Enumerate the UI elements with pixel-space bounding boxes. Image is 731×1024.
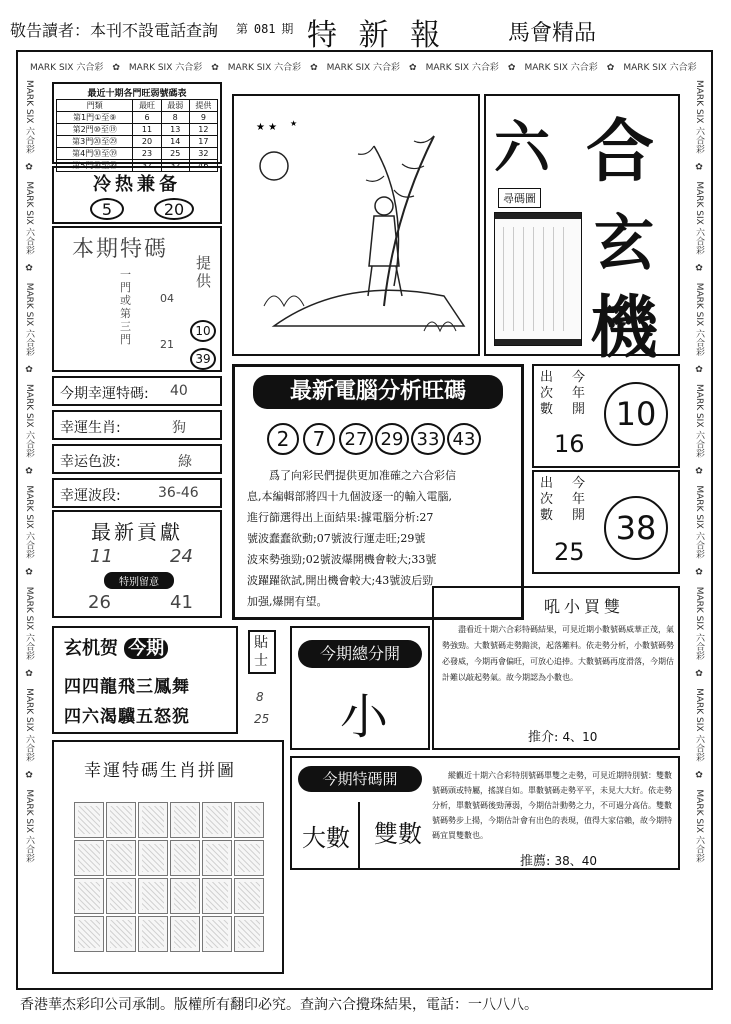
special-code-provide: 提供: [196, 254, 212, 290]
tip-value: 25: [254, 712, 270, 726]
scroll-picture: [494, 212, 582, 346]
contribution-special-number: 26: [88, 592, 111, 613]
puzzle-tile: [74, 878, 104, 914]
watermark-left: MARK SIX 六合彩 ✿ MARK SIX 六合彩 ✿ MARK SIX 六合彩 ✿ MARK SIX 六合彩 ✿ MARK SIX 六合彩 ✿ MARK SIX 六合彩 ✿ MARK SIX 六合彩 ✿ MARK SIX 六合彩: [24, 80, 34, 863]
tip-value: 8: [256, 690, 264, 704]
issue-suffix: 期: [281, 22, 294, 36]
lucky-code-value: 40: [170, 383, 188, 399]
svg-text:★: ★: [290, 119, 298, 128]
computer-ball: 43: [447, 423, 481, 455]
appear-panel-2: [532, 470, 680, 574]
hot-cold-table-panel: [52, 82, 222, 170]
table-row: 第5門㊵至㊾ 37 32 46: [57, 160, 218, 172]
total-panel: [290, 626, 430, 750]
table-row: 第1門①至⑨ 6 8 9: [57, 112, 218, 124]
contribution-panel: [52, 510, 222, 618]
puzzle-tile: [202, 840, 232, 876]
puzzle-tile: [170, 802, 200, 838]
appear-label: 出次數: [540, 370, 554, 417]
computer-text: 爲了向彩民們提供更加准確之六合彩信 息,本編輯部將四十九個波逐一的輸入電腦, 進行篩選得出上面結果:據電腦分析:27 號波蠢蠢欲動;07號波行運走旺;29號 波來勢強勁;02號波爆開機會較大;33號 波躍躍欲試,開出機會較大;43號波后勁 加强,爆開有望。: [247, 469, 456, 608]
contribution-number: 24: [170, 546, 193, 567]
puzzle-tile: [106, 878, 136, 914]
contribution-number: 11: [90, 546, 113, 567]
special-open-divider: [358, 802, 360, 868]
puzzle-tile: [106, 802, 136, 838]
poem-panel: [52, 626, 238, 734]
appear-ball: 38: [604, 496, 668, 560]
lucky-color-value: 綠: [178, 454, 192, 470]
puzzle-tile: [234, 802, 264, 838]
puzzle-tile: [138, 878, 168, 914]
appear-ball: 10: [604, 382, 668, 446]
puzzle-tile: [74, 916, 104, 952]
puzzle-tile: [234, 916, 264, 952]
special-code-col: 04: [160, 292, 174, 305]
watermark-right: MARK SIX 六合彩 ✿ MARK SIX 六合彩 ✿ MARK SIX 六合彩 ✿ MARK SIX 六合彩 ✿ MARK SIX 六合彩 ✿ MARK SIX 六合彩 ✿ MARK SIX 六合彩 ✿ MARK SIX 六合彩: [694, 80, 704, 863]
appear-label: 出次數: [540, 476, 554, 523]
total-value: 小: [340, 689, 389, 745]
small-double-recommend: 推介: 4、10: [528, 730, 598, 745]
special-code-ball: 10: [190, 320, 216, 342]
special-code-panel: [52, 226, 222, 372]
puzzle-tile: [138, 916, 168, 952]
computer-ball: 7: [303, 423, 335, 455]
scholar-illustration: [234, 96, 478, 354]
lucky-band-label: 幸運波段:: [60, 488, 121, 504]
lucky-zodiac-value: 狗: [172, 420, 186, 436]
puzzle-tile: [202, 878, 232, 914]
footer-text: 香港華杰彩印公司承制。版權所有翻印必究。查詢六合攪珠結果，電話：一八八八。: [20, 997, 538, 1013]
table-title: 最近十期各門旺弱號碼表: [87, 89, 187, 99]
computer-ball: 33: [411, 423, 445, 455]
banner-char: 玄: [594, 209, 654, 279]
special-open-recommend: 推薦: 38、40: [520, 854, 598, 869]
poem-line: 四六渴驥五怒猊: [64, 707, 190, 727]
hot-cold-panel: [52, 166, 222, 224]
table-header-row: 門類 最旺 最弱 提供: [57, 100, 218, 112]
issue-block: [236, 20, 293, 37]
computer-ball: 29: [375, 423, 409, 455]
computer-title: 最新電腦分析旺碼: [253, 375, 503, 409]
special-code-ball: 39: [190, 348, 216, 370]
puzzle-tile: [106, 916, 136, 952]
puzzle-panel: [52, 740, 284, 974]
puzzle-tile: [170, 840, 200, 876]
issue-number: 081: [253, 22, 276, 36]
lucky-code-row: [52, 376, 222, 406]
puzzle-tile: [170, 878, 200, 914]
puzzle-tile: [234, 878, 264, 914]
appear-panel-1: [532, 364, 680, 468]
computer-ball: 27: [339, 423, 373, 455]
puzzle-tile: [170, 916, 200, 952]
illustration-panel: [232, 94, 480, 356]
tip-panel: [240, 626, 286, 734]
contribution-title: 最新貢獻: [91, 520, 183, 544]
total-title: 今期總分開: [298, 640, 422, 668]
lucky-band-value: 36-46: [158, 485, 199, 501]
lucky-zodiac-row: [52, 410, 222, 440]
table-row: 第2門⑩至⑲ 11 13 12: [57, 124, 218, 136]
puzzle-tile: [74, 802, 104, 838]
special-code-col: 21: [160, 338, 174, 351]
special-open-value: 大數: [302, 824, 350, 852]
puzzle-tile: [74, 840, 104, 876]
puzzle-grid: [74, 802, 266, 962]
computer-ball: 2: [267, 423, 299, 455]
seek-code-label: 尋碼圖: [498, 188, 541, 208]
banner-char: 機: [590, 288, 659, 368]
table-row: 第4門㉚至㊴ 23 25 32: [57, 148, 218, 160]
contribution-special-label: 特别留意: [104, 572, 174, 589]
banner-char: 合: [586, 112, 655, 192]
appear-year-label: 今年開: [572, 370, 586, 417]
poem-title: 玄机贺 今期: [64, 634, 168, 660]
poem-line: 四四龍飛三鳳舞: [64, 677, 190, 697]
appear-count: 25: [554, 538, 585, 566]
issue-prefix: 第: [236, 22, 249, 36]
hot-cold-ball: 20: [154, 198, 194, 220]
puzzle-tile: [138, 840, 168, 876]
puzzle-tile: [138, 802, 168, 838]
watermark-top: MARK SIX 六合彩 ✿ MARK SIX 六合彩 ✿ MARK SIX 六合彩 ✿ MARK SIX 六合彩 ✿ MARK SIX 六合彩 ✿ MARK SIX 六合彩 ✿ MARK SIX 六合彩: [30, 63, 697, 73]
svg-text:★ ★: ★ ★: [256, 122, 278, 133]
small-double-panel: [432, 586, 680, 750]
puzzle-tile: [234, 840, 264, 876]
special-open-text: 縱觀近十期六合彩特別號碼單雙之走勢，可見近期特別號：雙數號碼頭或特屬，搖謀自如。單數號碼走勢平平，未見大大好。依走勢分析，單數號碼後勁薄弱，今期估計動勢之力，不可過分高估。雙數號碼勢步上揚，今期估計會有出色的表現，值得大家信賴，故今期特碼宜買雙數也。: [432, 771, 672, 840]
lucky-zodiac-label: 幸運生肖:: [60, 420, 121, 436]
lucky-band-row: [52, 478, 222, 508]
header-notice: 敬告讀者：本刊不設電話查詢: [10, 21, 219, 40]
special-open-panel: [290, 756, 680, 870]
puzzle-tile: [106, 840, 136, 876]
newspaper-subtitle: 馬會精品: [508, 21, 597, 46]
table-row: 第3門⑳至㉙ 20 14 17: [57, 136, 218, 148]
small-double-text: 盡看近十期六合彩特碼結果，可見近期小數號碼威華正茂，氣勢強勁。大數號碼走勢黯淡，起落難料。依走勢分析，小數號碼勢必發威，今期再會偏旺，可放心追捧。大數號碼再度滑落，今期估計難以敲起勢氣。故今期認為小數也。: [442, 625, 674, 682]
appear-count: 16: [554, 430, 585, 458]
lucky-color-label: 幸运色波:: [60, 454, 121, 470]
lucky-color-row: [52, 444, 222, 474]
hot-cold-title: 冷热兼备: [93, 174, 181, 195]
special-code-col: 一門或第三門: [120, 268, 131, 346]
appear-year-label: 今年開: [572, 476, 586, 523]
hot-cold-ball: 5: [90, 198, 124, 220]
puzzle-tile: [202, 802, 232, 838]
computer-panel: [232, 364, 524, 620]
puzzle-title: 幸運特碼生肖拼圖: [84, 761, 236, 781]
title-banner: [484, 94, 680, 368]
tip-label: 貼士: [248, 630, 276, 674]
special-open-title: 今期特碼開: [298, 766, 422, 792]
small-double-title: 吼小買雙: [544, 597, 625, 616]
special-code-title: 本期特碼: [72, 237, 169, 262]
puzzle-tile: [202, 916, 232, 952]
newspaper-title: 特 新 報: [307, 18, 447, 53]
special-open-value: 雙數: [374, 820, 422, 848]
contribution-special-number: 41: [170, 592, 193, 613]
lucky-code-label: 今期幸運特碼:: [60, 386, 149, 402]
banner-char: 六: [494, 115, 550, 181]
gate-table: [56, 99, 218, 172]
